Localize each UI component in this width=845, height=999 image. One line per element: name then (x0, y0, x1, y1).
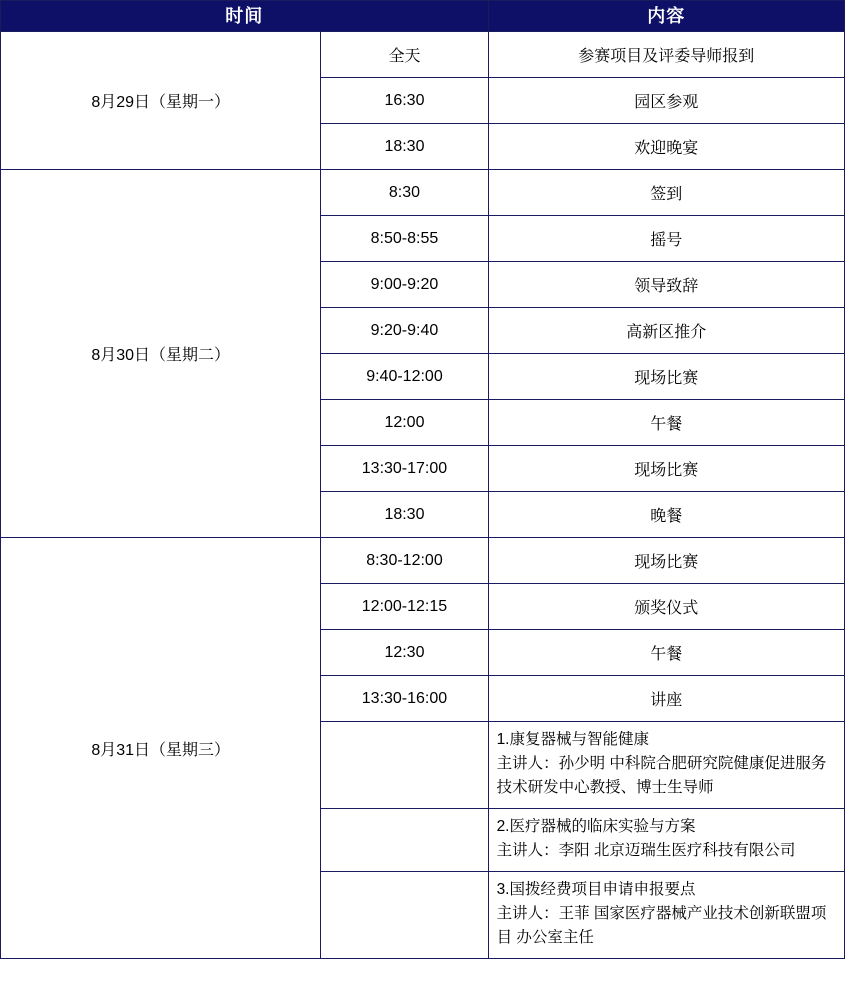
time-cell: 8:30 (321, 170, 488, 216)
time-cell: 8:30-12:00 (321, 538, 488, 584)
content-cell-talk (488, 722, 844, 809)
content-cell: 午餐 (488, 630, 844, 676)
header-time: 时间 (1, 1, 489, 32)
day-label-0: 8月29日（星期一） (1, 32, 321, 170)
content-cell: 午餐 (488, 400, 844, 446)
content-cell: 晚餐 (488, 492, 844, 538)
talk-speaker: 主讲人：孙少明 中科院合肥研究院健康促进服务技术研发中心教授、博士生导师 (496, 755, 827, 797)
talk-title: 2.医疗器械的临床实验与方案 (496, 818, 696, 836)
content-cell: 欢迎晚宴 (488, 124, 844, 170)
content-cell: 颁奖仪式 (488, 584, 844, 630)
time-cell (321, 872, 488, 959)
content-cell: 签到 (488, 170, 844, 216)
header-content: 内容 (488, 1, 844, 32)
talk-title: 3.国拨经费项目申请申报要点 (496, 881, 696, 899)
time-cell: 12:00 (321, 400, 488, 446)
time-cell: 9:40-12:00 (321, 354, 488, 400)
time-cell: 13:30-17:00 (321, 446, 488, 492)
content-cell: 园区参观 (488, 78, 844, 124)
time-cell: 12:30 (321, 630, 488, 676)
content-cell: 领导致辞 (488, 262, 844, 308)
time-cell: 18:30 (321, 492, 488, 538)
content-cell-talk (488, 809, 844, 872)
time-cell (321, 722, 488, 809)
content-cell: 现场比赛 (488, 538, 844, 584)
talk-speaker: 主讲人：王菲 国家医疗器械产业技术创新联盟项目 办公室主任 (496, 905, 827, 947)
talk-speaker: 主讲人：李阳 北京迈瑞生医疗科技有限公司 (496, 842, 796, 860)
table-header (1, 1, 845, 32)
content-cell: 现场比赛 (488, 446, 844, 492)
day-label-1: 8月30日（星期二） (1, 170, 321, 538)
time-cell: 16:30 (321, 78, 488, 124)
content-cell: 参赛项目及评委导师报到 (488, 32, 844, 78)
header-row (1, 1, 845, 32)
content-cell: 摇号 (488, 216, 844, 262)
table-row (1, 170, 845, 216)
content-cell: 讲座 (488, 676, 844, 722)
table-body (1, 32, 845, 959)
content-cell-talk (488, 872, 844, 959)
content-cell: 现场比赛 (488, 354, 844, 400)
day-label-2: 8月31日（星期三） (1, 538, 321, 959)
time-cell: 9:00-9:20 (321, 262, 488, 308)
table-row (1, 538, 845, 584)
time-cell: 13:30-16:00 (321, 676, 488, 722)
time-cell: 18:30 (321, 124, 488, 170)
time-cell: 12:00-12:15 (321, 584, 488, 630)
time-cell: 全天 (321, 32, 488, 78)
table-row (1, 32, 845, 78)
talk-title: 1.康复器械与智能健康 (496, 731, 649, 748)
content-cell: 高新区推介 (488, 308, 844, 354)
time-cell: 8:50-8:55 (321, 216, 488, 262)
time-cell: 9:20-9:40 (321, 308, 488, 354)
time-cell (321, 809, 488, 872)
